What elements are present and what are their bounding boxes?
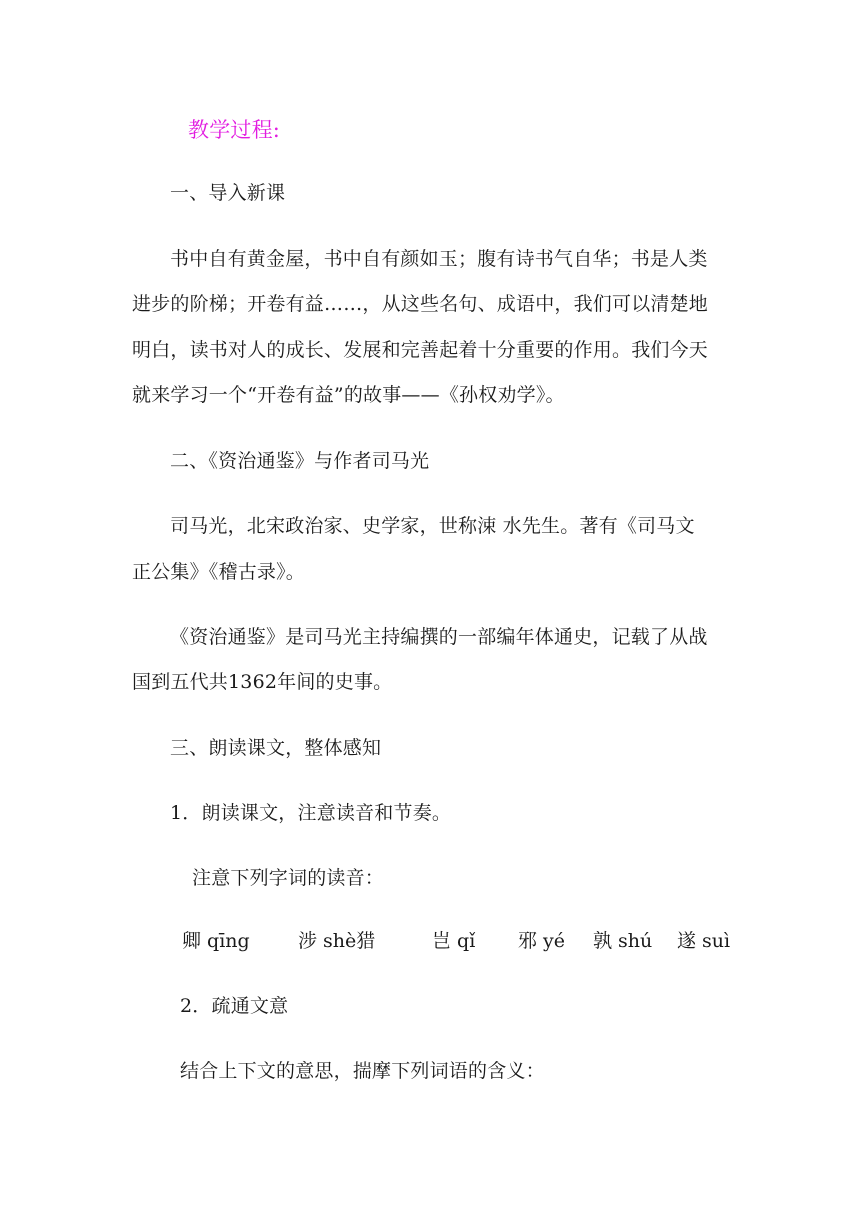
section-heading-reading: 三、朗读课文，整体感知	[170, 737, 382, 759]
paragraph-line: 正公集》《稽古录》。	[132, 561, 306, 583]
list-item: 2．疏通文意	[180, 995, 289, 1017]
pinyin-item: 遂 suì	[677, 930, 731, 952]
pinyin-item: 岂 qǐ	[432, 930, 476, 952]
paragraph-line: 司马光，北宋政治家、史学家，世称涑 水先生。著有《司马文	[170, 515, 695, 537]
pinyin-item: 卿 qīng	[182, 930, 250, 952]
paragraph-line: 进步的阶梯；开卷有益……，从这些名句、成语中，我们可以清楚地	[132, 293, 709, 315]
paragraph-line: 书中自有黄金屋，书中自有颜如玉；腹有诗书气自华；书是人类	[170, 248, 708, 270]
paragraph-line: 就来学习一个“开卷有益”的故事——《孙权劝学》。	[132, 384, 565, 406]
pinyin-item: 涉 shè猎	[298, 930, 376, 952]
note-line: 结合上下文的意思，揣摩下列词语的含义：	[180, 1060, 545, 1082]
note-line: 注意下列字词的读音：	[192, 867, 385, 889]
list-item: 1．朗读课文，注意读音和节奏。	[170, 802, 452, 824]
section-heading-author: 二、《资治通鉴》与作者司马光	[170, 450, 430, 472]
paragraph-line: 明白，读书对人的成长、发展和完善起着十分重要的作用。我们今天	[132, 339, 709, 361]
page-title: 教学过程:	[188, 118, 281, 142]
section-heading-intro: 一、导入新课	[170, 182, 286, 204]
paragraph-line: 《资治通鉴》是司马光主持编撰的一部编年体通史，记载了从战	[170, 626, 708, 648]
pinyin-list	[0, 928, 860, 954]
pinyin-item: 邪 yé	[518, 930, 566, 952]
pinyin-item: 孰 shú	[593, 930, 653, 952]
paragraph-line: 国到五代共1362年间的史事。	[132, 671, 393, 693]
